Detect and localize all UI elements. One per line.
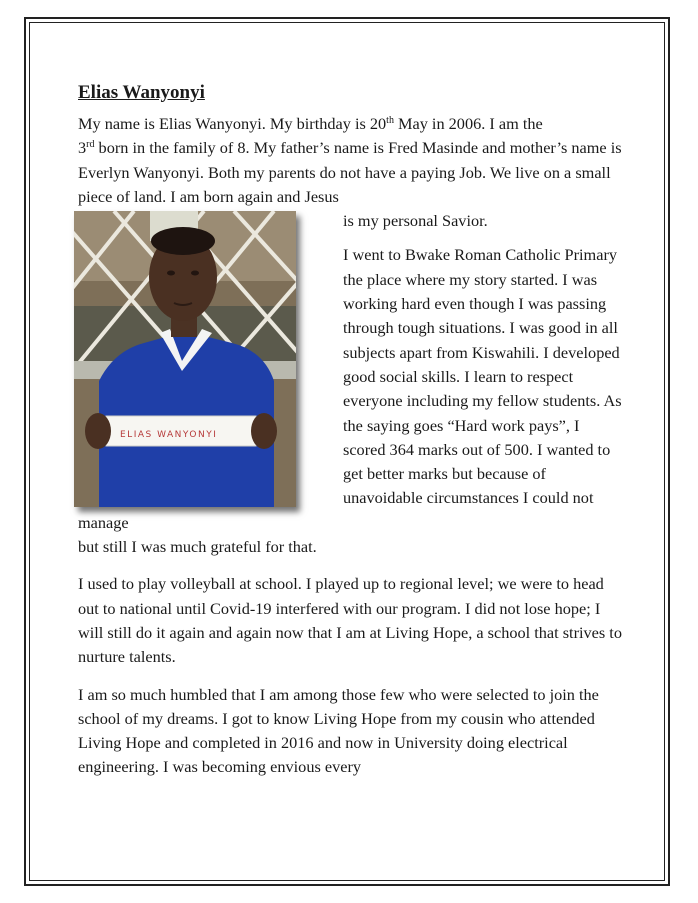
school-paragraph-end: but still I was much grateful for that. [78,537,317,557]
student-photo-image [74,211,296,507]
student-photo [74,211,296,507]
photo-sign-text: ELIAS WANYONYI [120,430,218,441]
page-title: Elias Wanyonyi [78,82,205,103]
intro-paragraph-end: is my personal Savior. [343,211,488,231]
intro-text-2: May in 2006. I am the [393,114,543,133]
intro-text-4: born in the family of 8. My father’s name is Fred Masinde and mother’s name is Everlyn Wanyonyi. Both my parents do not have a paying Job. We live on a small piece of land. I am born again and Jesus [78,138,622,206]
superscript-rd: rd [86,139,95,151]
school-paragraph: I went to Bwake Roman Catholic Primary the place where my story started. I was working hard even though I was passing through tough situations. I was good in all subjects apart from Kiswahili. I developed good social skills. I learn to respect everyone including my fellow students. As the saying goes “Hard work pays”, I scored 364 marks out of 500. I wanted to get better marks but because of unavoidable circumstances I could not manage [78,245,622,532]
intro-paragraph [78,112,623,209]
superscript-th: th [386,115,394,126]
intro-text-1: My name is Elias Wanyonyi. My birthday is 20 [78,114,387,133]
volleyball-paragraph: I used to play volleyball at school. I played up to regional level; we were to head out to national until Covid-19 interfered with our program. I did not lose hope; I will still do it again and again now that I am at Living Hope, a school that strives to nurture talents. [78,574,622,667]
document-body [78,80,623,793]
humbled-paragraph: I am so much humbled that I am among those few who were selected to join the school of my dreams. I got to know Living Hope from my cousin who attended Living Hope and completed in 2016 and now in University doing electrical engineering. I was becoming envious every [78,684,599,777]
intro-text-3: 3 [78,138,87,158]
